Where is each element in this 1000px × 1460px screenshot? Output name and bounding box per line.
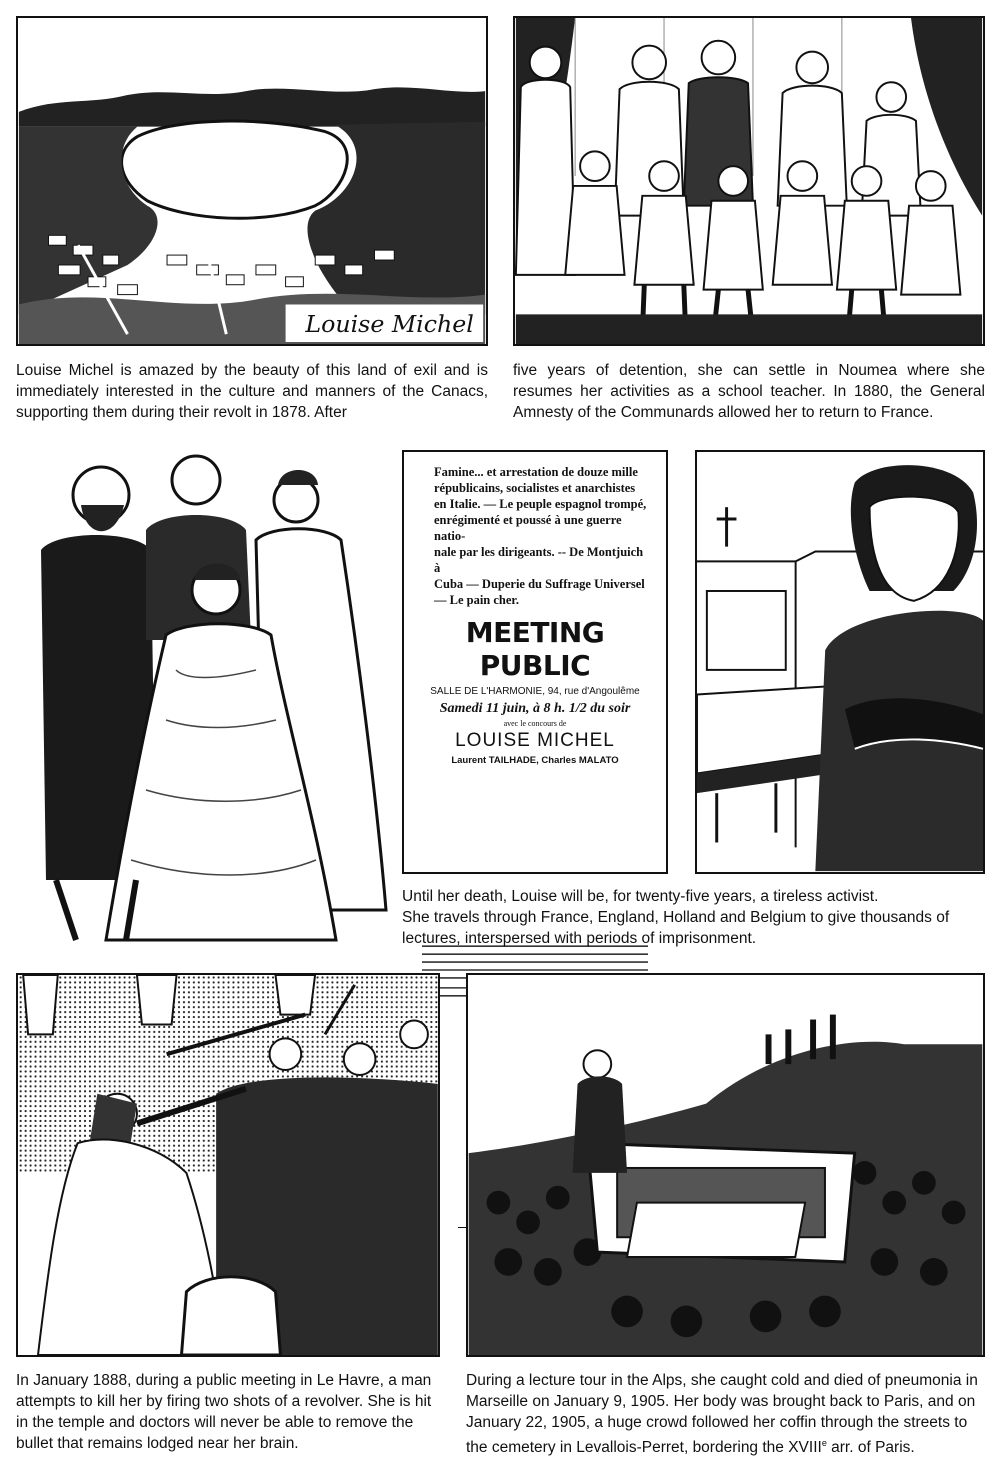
landscape-drawing [18,18,486,344]
caption-school: five years of detention, she can settle in Noumea where she resumes her activities as a school teacher. In 1880, the General Amnesty of the Communards allowed her to return to France. [513,362,985,421]
group-portrait-drawing [16,440,391,950]
panel-landscape [16,16,488,346]
poster-speakers2: Laurent TAILHADE, Charles MALATO [451,755,619,766]
caption-funeral [466,1370,988,1458]
panel-attack [16,973,440,1357]
poster-header-line: Famine... et arrestation de douze mille [434,465,638,479]
portrait-drawing [697,452,983,872]
school-children-drawing [515,18,983,344]
caption-attack: In January 1888, during a public meeting in Le Havre, a man attempts to kill her by firing two shots of a revolver. She is hit in the temple and doctors will never be able to remove the bullet that remains lodged near her brain. [16,1372,432,1452]
funeral-drawing [468,975,983,1355]
poster-header-line: enrégimenté et poussé à une guerre natio- [434,513,622,543]
poster-title: MEETING PUBLIC [465,616,605,682]
signature: Louise Michel [305,310,474,339]
group-portrait [16,440,391,950]
poster-header-line: nale par les dirigeants. -- De Montjuich à [434,545,644,575]
poster-date: Samedi 11 juin, à 8 h. 1/2 du soir [439,701,631,716]
caption-activist-line1: Until her death, Louise will be, for twenty-five years, a tireless activist. [402,888,879,905]
poster-venue: SALLE DE L'HARMONIE, 94, rue d'Angoulême [430,686,640,697]
caption-funeral-text: During a lecture tour in the Alps, she caught cold and died of pneumonia in Marseille on January 9, 1905. Her body was brought back to Paris, and on January 22, 1905, a huge crowd followed her coffin through the streets to the cemetery in Levallois-Perret, bordering the XVIII [466,1372,978,1457]
panel-funeral [466,973,985,1357]
attack-drawing [18,975,438,1355]
poster-header-line: Cuba — Duperie du Suffrage Universel [434,577,645,591]
caption-landscape: Louise Michel is amazed by the beauty of this land of exil and is immediately interested in the culture and manners of the Canacs, supporting them during their revolt in 1878. After [16,362,488,421]
poster-header-line: — Le pain cher. [434,593,519,607]
caption-activist [402,886,988,949]
meeting-poster [402,450,668,874]
poster-concours: avec le concours de [503,719,567,728]
poster-header-line: en Italie. — Le peuple espagnol trompé, [434,497,647,511]
panel-portrait [695,450,985,874]
poster-speaker: LOUISE MICHEL [455,730,615,751]
caption-funeral-sup: e [821,1438,827,1448]
caption-funeral-tail: arr. of Paris. [826,1439,915,1457]
caption-activist-line2: She travels through France, England, Holland and Belgium to give thousands of lectures, interspersed with periods of imprisonment. [402,909,950,947]
poster-header-line: républicains, socialistes et anarchistes [434,481,636,495]
poster-header [418,464,652,608]
panel-school [513,16,985,346]
